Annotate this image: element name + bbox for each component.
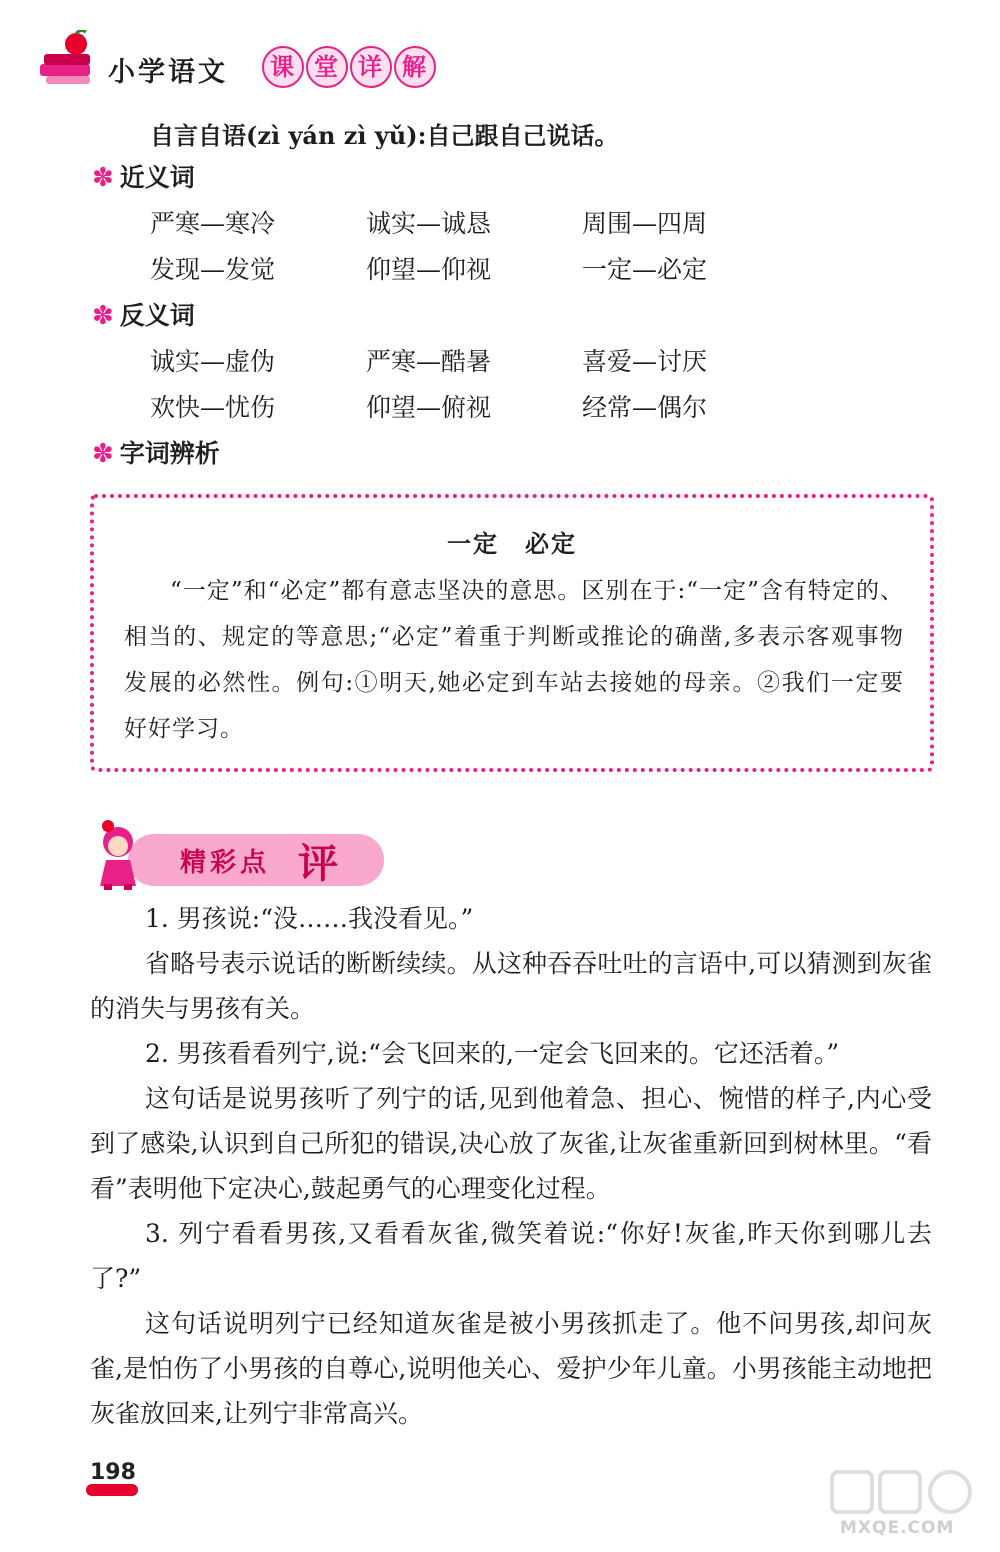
- section-heading-antonyms: [92, 296, 195, 332]
- word-pair: 诚实—虚伪: [150, 347, 276, 376]
- word-pair: 仰望—仰视: [366, 255, 492, 284]
- page-number: [86, 1460, 138, 1500]
- commentary-explanation: 省略号表示说话的断断续续。从这种吞吞吐吐的言语中,可以猜测到灰雀的消失与男孩有关。: [90, 949, 932, 1023]
- subtitle-char: 解: [394, 46, 436, 88]
- watermark: [828, 1466, 978, 1536]
- commentary-banner: [88, 820, 388, 892]
- commentary-quote: 3. 列宁看看男孩,又看看灰雀,微笑着说:“你好!灰雀,昨天你到哪儿去了?”: [90, 1219, 932, 1293]
- subtitle-char: 堂: [306, 46, 348, 88]
- commentary-quote: 2. 男孩看看列宁,说:“会飞回来的,一定会飞回来的。它还活着。”: [145, 1039, 840, 1068]
- section-heading-synonyms: [92, 158, 195, 194]
- word-pair: 经常—偶尔: [582, 393, 708, 422]
- word-pair: 诚实—诚恳: [366, 209, 492, 238]
- watermark-text: MXQE.COM: [840, 1518, 955, 1538]
- banner-big-char: 评: [298, 841, 338, 887]
- section-heading-analysis: [92, 434, 220, 470]
- commentary-quote: 1. 男孩说:“没……我没看见。”: [145, 904, 474, 933]
- subtitle-char: 详: [350, 46, 392, 88]
- watermark-logo-icon: [828, 1466, 978, 1518]
- section-heading-label: 反义词: [119, 301, 195, 330]
- word-pair: 一定—必定: [582, 255, 708, 284]
- commentary-explanation: 这句话说明列宁已经知道灰雀是被小男孩抓走了。他不问男孩,却问灰雀,是怕伤了小男孩的自尊心,说明他关心、爱护少年儿童。小男孩能主动地把灰雀放回来,让列宁非常高兴。: [90, 1309, 932, 1428]
- word-pair: 喜爱—讨厌: [582, 347, 708, 376]
- flower-icon: ✽: [92, 301, 114, 331]
- banner-label: 精彩点: [180, 848, 271, 878]
- flower-icon: ✽: [92, 163, 114, 193]
- subtitle-char: 课: [262, 46, 304, 88]
- analysis-box-title: 一定 必定: [447, 530, 577, 558]
- word-pair: 发现—发觉: [150, 255, 276, 284]
- section-heading-label: 近义词: [119, 163, 195, 192]
- analysis-box-body: “一定”和“必定”都有意志坚决的意思。区别在于:“一定”含有特定的、相当的、规定的等意思;“必定”着重于判断或推论的确凿,多表示客观事物发展的必然性。例句:①明天,她必定到车站去接她的母亲。②我们一定要好好学习。: [124, 578, 904, 742]
- word-pair: 周围—四周: [582, 209, 708, 238]
- book-title: 小学语文: [108, 57, 228, 88]
- girl-icon: [88, 820, 160, 892]
- word-pair: 欢快—忧伤: [150, 393, 276, 422]
- word-pair: 仰望—俯视: [366, 393, 492, 422]
- books-apple-icon: [36, 30, 100, 90]
- analysis-box: [90, 494, 934, 772]
- page-number-bar: [86, 1484, 138, 1496]
- page-header: [36, 24, 456, 94]
- section-heading-label: 字词辨析: [119, 439, 220, 468]
- word-pair: 严寒—寒冷: [150, 209, 276, 238]
- page-number-text: 198: [90, 1460, 136, 1485]
- idiom-definition: 自言自语(zì yán zì yǔ):自己跟自己说话。: [150, 121, 619, 150]
- flower-icon: ✽: [92, 439, 114, 469]
- book-subtitle: [262, 46, 438, 88]
- commentary-explanation: 这句话是说男孩听了列宁的话,见到他着急、担心、惋惜的样子,内心受到了感染,认识到自己所犯的错误,决心放了灰雀,让灰雀重新回到树林里。“看看”表明他下定决心,鼓起勇气的心理变化过程。: [90, 1084, 932, 1203]
- word-pair: 严寒—酷暑: [366, 347, 492, 376]
